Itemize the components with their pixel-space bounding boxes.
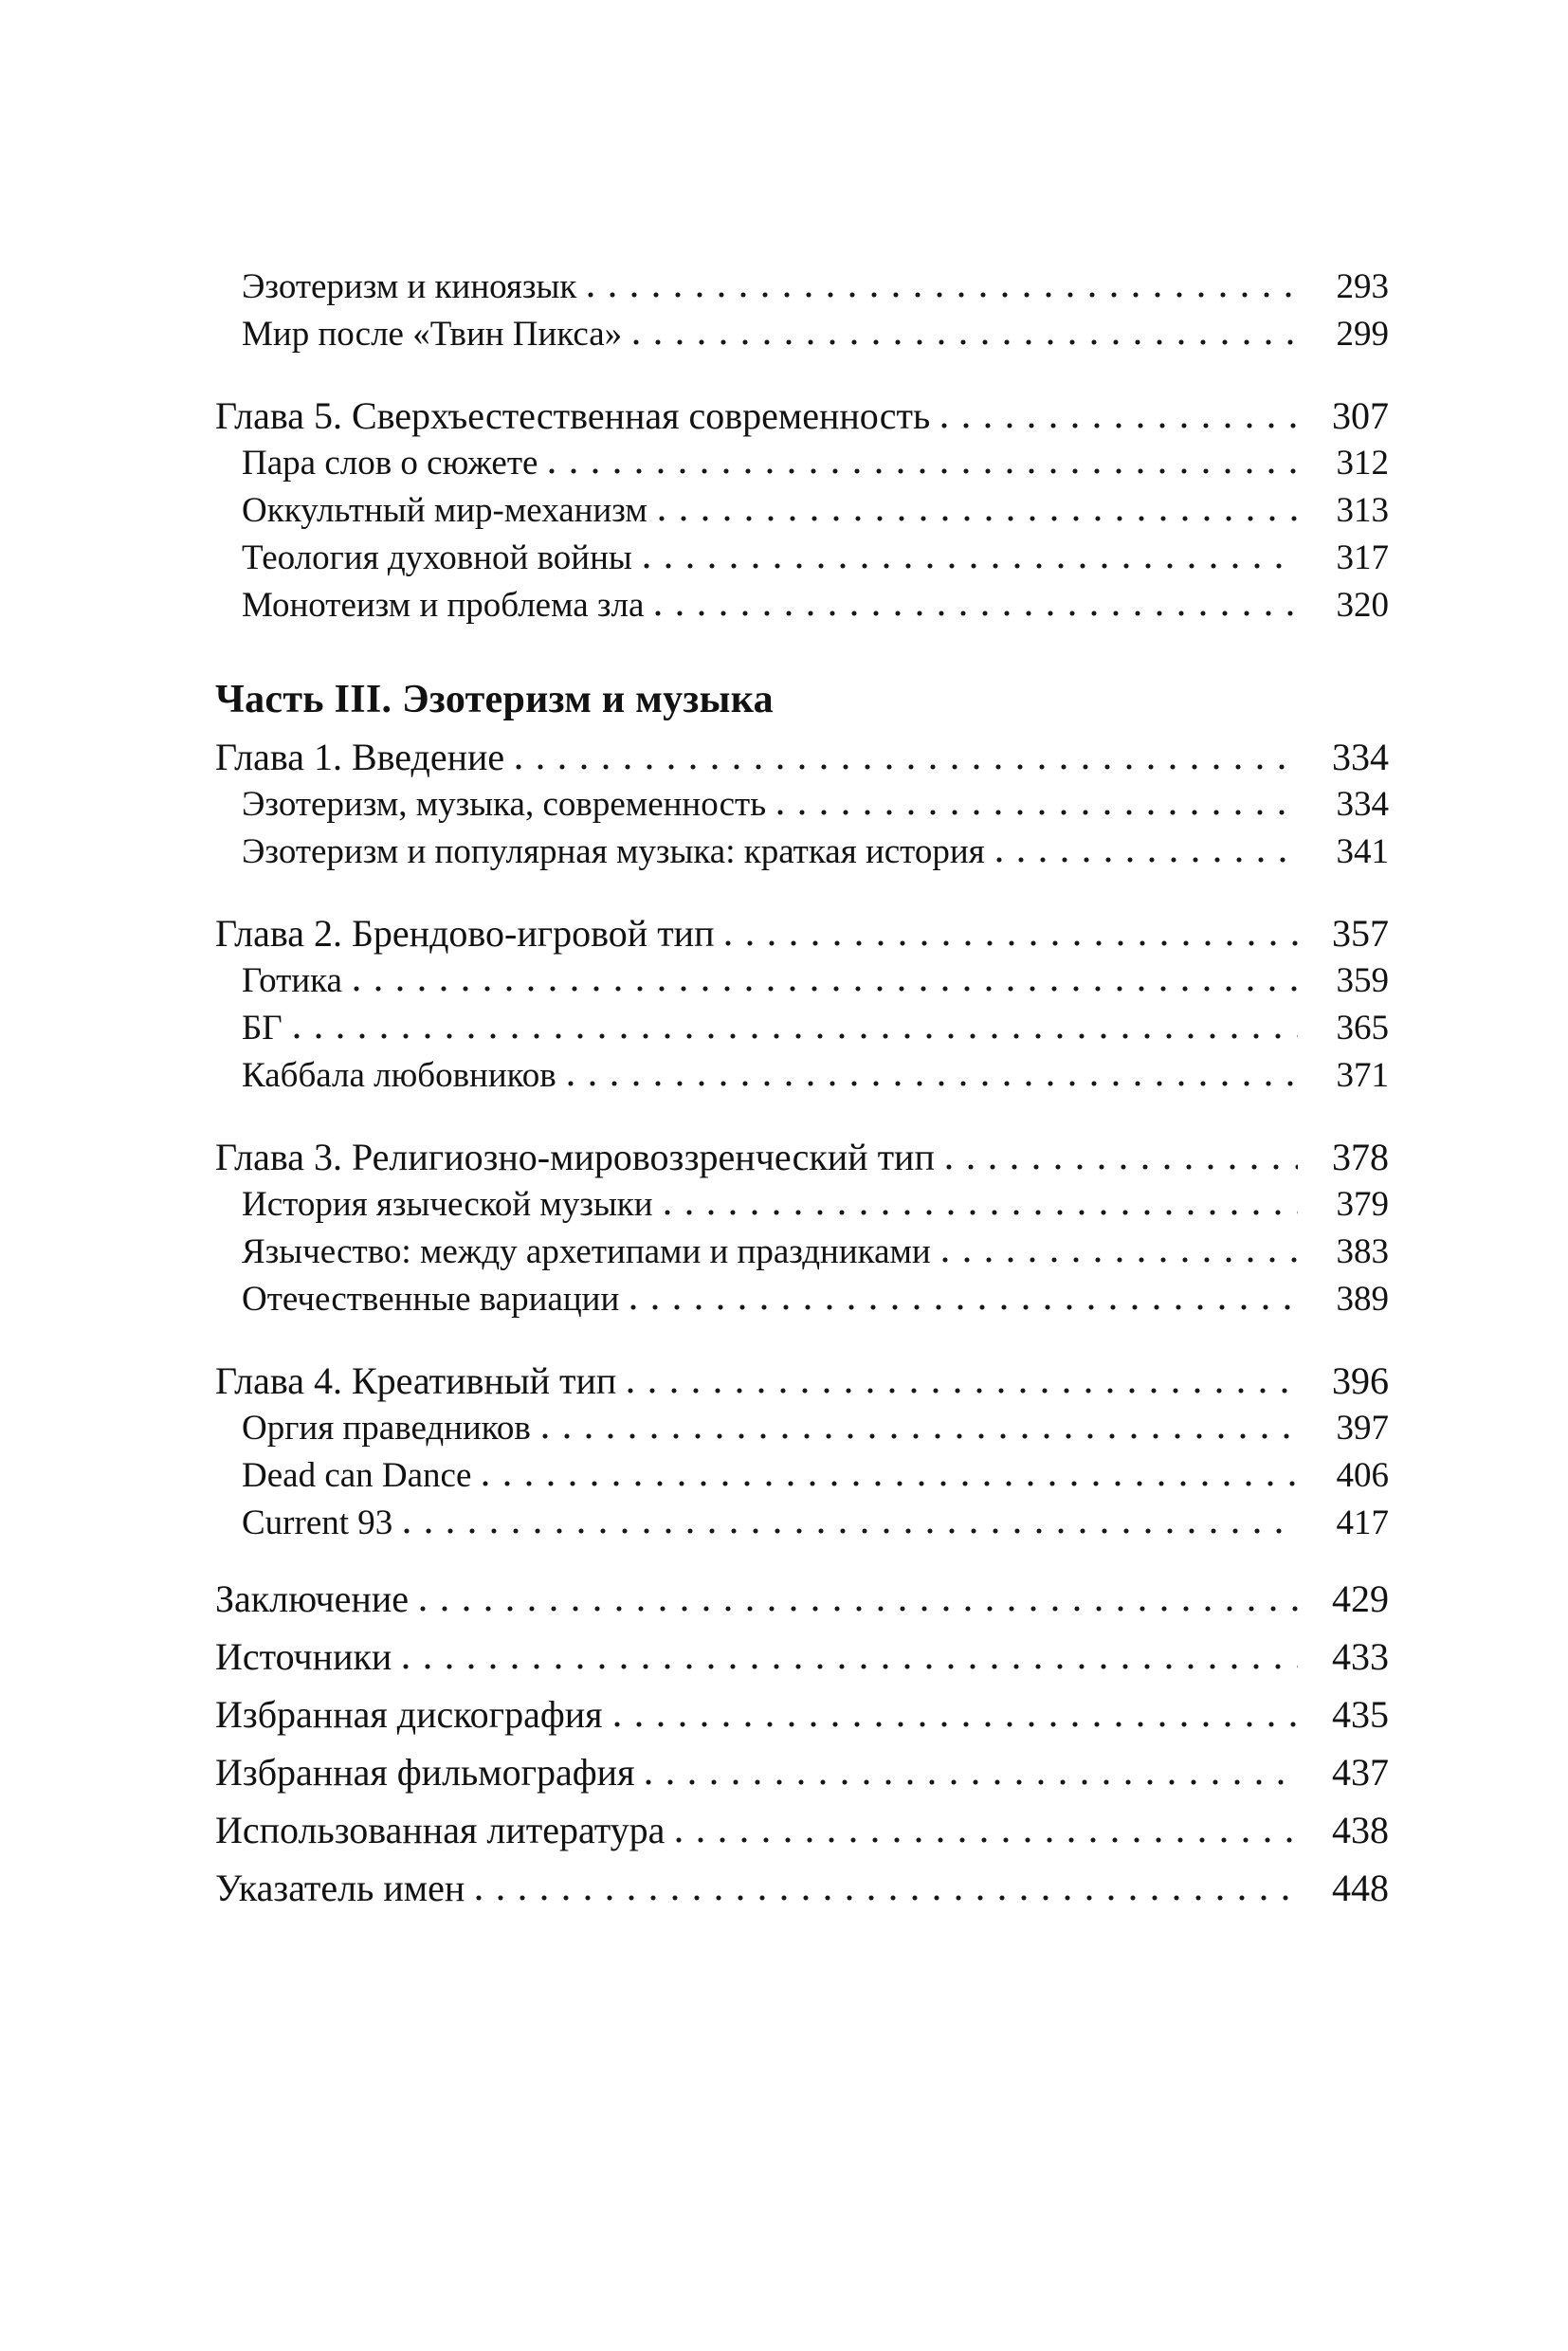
toc-entry-title: Заключение: [215, 1577, 409, 1620]
toc-entry-page: 307: [1332, 394, 1389, 437]
toc-entry-page: 312: [1336, 444, 1389, 483]
toc-group: [215, 734, 1389, 876]
dot-leader: [483, 1459, 1298, 1486]
toc-entry-page: 389: [1336, 1280, 1389, 1319]
dot-leader: [942, 1235, 1298, 1263]
toc-entry-title: Избранная дискография: [215, 1693, 603, 1736]
toc-sub-entry: [215, 781, 1389, 829]
toc-entry-title: Источники: [215, 1635, 392, 1678]
toc-entry-page: 383: [1336, 1232, 1389, 1271]
dot-leader: [628, 1364, 1298, 1394]
toc-entry-title: Глава 5. Сверхъестественная современность: [215, 394, 931, 437]
toc-entry-title: История языческой музыки: [242, 1185, 653, 1224]
toc-sub-entry: [215, 1500, 1389, 1547]
toc-sub-entry: [215, 1452, 1389, 1500]
toc-sub-entry: [215, 264, 1389, 311]
dot-leader: [996, 835, 1298, 863]
toc-entry-page: 448: [1332, 1867, 1389, 1909]
dot-leader: [646, 1756, 1298, 1785]
toc-entry-title: Отечественные вариации: [242, 1280, 620, 1319]
toc-entry-title: Каббала любовников: [242, 1056, 556, 1095]
toc-entry-page: 334: [1332, 736, 1389, 778]
toc-entry-title: Язычество: между архетипами и праздниками: [242, 1232, 931, 1271]
toc-group: [215, 910, 1389, 1100]
toc-entry-title: Оккультный мир-механизм: [242, 491, 647, 530]
toc-entry-page: 299: [1336, 315, 1389, 354]
toc-sub-entry: [215, 1229, 1389, 1276]
dot-leader: [516, 740, 1298, 770]
toc-sub-entry: [215, 1276, 1389, 1323]
dot-leader: [633, 318, 1298, 345]
toc-entry-title: Мир после «Твин Пикса»: [242, 315, 623, 354]
toc-entry-title: Current 93: [242, 1504, 393, 1542]
toc-entry-page: 433: [1332, 1635, 1389, 1678]
toc-back-entry: [215, 1749, 1389, 1796]
toc-entry-page: 396: [1332, 1359, 1389, 1402]
toc-entry-title: Указатель имен: [215, 1867, 465, 1909]
dot-leader: [476, 1871, 1298, 1901]
dot-leader: [420, 1582, 1298, 1612]
toc-entry-page: 365: [1336, 1009, 1389, 1048]
toc-entry-page: 293: [1336, 267, 1389, 306]
toc-entry-page: 313: [1336, 491, 1389, 530]
toc-entry-title: Глава 2. Брендово-игровой тип: [215, 912, 715, 955]
toc-entry-page: 438: [1332, 1809, 1389, 1851]
toc-entry-page: 341: [1336, 832, 1389, 871]
toc-entry-title: Эзотеризм и киноязык: [242, 267, 577, 306]
toc-sub-entry: [215, 487, 1389, 535]
toc-back-entry: [215, 1633, 1389, 1681]
toc-group: [215, 1358, 1389, 1547]
toc-sub-entry: [215, 440, 1389, 487]
toc-entry-page: 317: [1336, 538, 1389, 577]
toc-entry-page: 357: [1332, 912, 1389, 955]
dot-leader: [294, 1011, 1298, 1039]
dot-leader: [946, 1140, 1298, 1170]
toc-sub-entry: [215, 1181, 1389, 1229]
toc-entry-page: 435: [1332, 1693, 1389, 1736]
toc-entry-page: 417: [1336, 1504, 1389, 1542]
toc-chapter-entry: [215, 1134, 1389, 1181]
toc-entry-page: 406: [1336, 1456, 1389, 1495]
toc-entry-page: 437: [1332, 1751, 1389, 1794]
toc-chapter-entry: [215, 910, 1389, 957]
toc-entry-title: Эзотеризм и популярная музыка: краткая история: [242, 832, 985, 871]
dot-leader: [404, 1506, 1298, 1534]
toc-entry-page: 334: [1336, 785, 1389, 824]
toc-sub-entry: [215, 1405, 1389, 1452]
dot-leader: [614, 1698, 1298, 1727]
toc-sub-entry: [215, 582, 1389, 629]
toc-back-entry: [215, 1865, 1389, 1912]
toc-entry-page: 429: [1332, 1577, 1389, 1620]
toc-entry-title: Пара слов о сюжете: [242, 444, 538, 483]
toc-sub-entry: [215, 535, 1389, 582]
toc-sub-entry: [215, 1005, 1389, 1052]
toc-sub-entry: [215, 311, 1389, 358]
toc-entry-page: 397: [1336, 1409, 1389, 1448]
toc-entry-title: Глава 1. Введение: [215, 736, 505, 778]
toc-back-entry: [215, 1691, 1389, 1739]
dot-leader: [549, 447, 1298, 474]
dot-leader: [403, 1640, 1298, 1669]
toc-entry-page: 320: [1336, 586, 1389, 625]
toc-chapter-entry: [215, 1358, 1389, 1405]
toc-entry-page: 359: [1336, 961, 1389, 1000]
toc-entry-title: Избранная фильмография: [215, 1751, 635, 1794]
dot-leader: [630, 1283, 1298, 1310]
dot-leader: [665, 1188, 1298, 1215]
dot-leader: [568, 1059, 1298, 1086]
dot-leader: [659, 494, 1298, 521]
toc-entry-title: Глава 3. Религиозно-мировоззренческий тип: [215, 1136, 935, 1178]
toc-chapter-entry: [215, 392, 1389, 440]
dot-leader: [655, 589, 1298, 616]
toc-entry-page: 378: [1332, 1136, 1389, 1178]
dot-leader: [354, 964, 1298, 992]
dot-leader: [588, 270, 1298, 298]
toc-chapter-entry: [215, 734, 1389, 781]
toc-entry-title: Dead can Dance: [242, 1456, 472, 1495]
toc-back-matter: [215, 1576, 1389, 1912]
dot-leader: [644, 541, 1298, 569]
toc-entry-title: БГ: [242, 1009, 283, 1048]
part-heading: Часть III. Эзотеризм и музыка: [215, 678, 774, 721]
toc-back-entry: [215, 1576, 1389, 1623]
dot-leader: [725, 917, 1298, 946]
toc-group: [215, 392, 1389, 629]
toc-entry-title: Эзотеризм, музыка, современность: [242, 785, 767, 824]
toc-back-entry: [215, 1807, 1389, 1854]
toc-entry-page: 371: [1336, 1056, 1389, 1095]
toc-entry-title: Теология духовной войны: [242, 538, 632, 577]
toc-entry-page: 379: [1336, 1185, 1389, 1224]
toc-entry-title: Использованная литература: [215, 1809, 665, 1851]
dot-leader: [941, 399, 1298, 428]
dot-leader: [676, 1813, 1298, 1843]
toc-entry-title: Готика: [242, 961, 342, 1000]
toc-group: [215, 1134, 1389, 1323]
dot-leader: [542, 1412, 1298, 1439]
toc-sub-entry: [215, 829, 1389, 876]
toc-entry-title: Оргия праведников: [242, 1409, 531, 1448]
toc-entry-title: Монотеизм и проблема зла: [242, 586, 645, 625]
dot-leader: [777, 788, 1298, 815]
toc-group: [215, 264, 1389, 358]
toc-sub-entry: [215, 957, 1389, 1005]
toc-entry-title: Глава 4. Креативный тип: [215, 1359, 617, 1402]
toc-sub-entry: [215, 1052, 1389, 1100]
